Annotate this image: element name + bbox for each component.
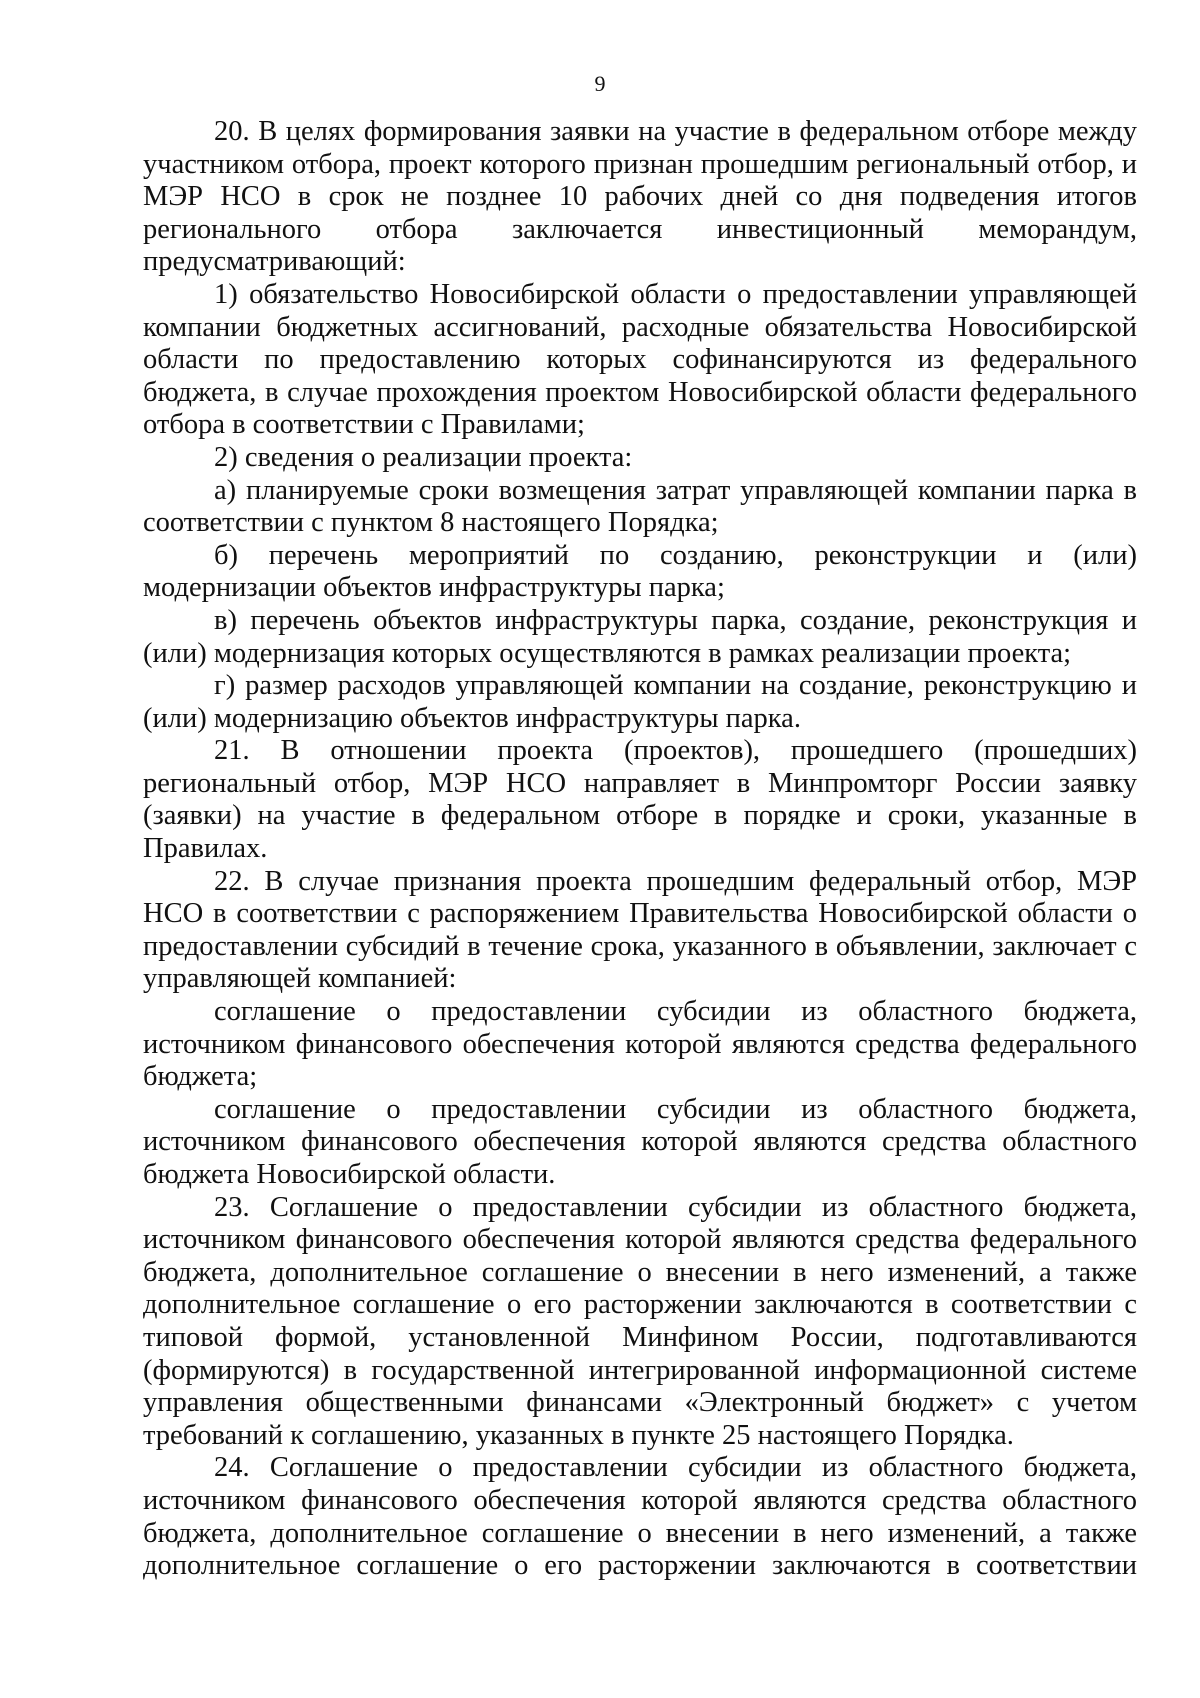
paragraph-23: 23. Соглашение о предоставлении субсидии из областного бюджета, источником финансового обеспечения которой являются средства федерального бюджета, дополнительное соглашение о внесении в него изменений, а также дополнительное соглашение о его расторжении заключаются в соответствии с типовой формой, установленной Минфином России, подготавливаются (формируются) в государственной интегрированной информационной системе управления общественными финансами «Электронный бюджет» с учетом требований к соглашению, указанных в пункте 25 настоящего Порядка. xyxy=(143,1191,1137,1451)
paragraph-24: 24. Соглашение о предоставлении субсидии из областного бюджета, источником финансового обеспечения которой являются средства областного бюджета, дополнительное соглашение о внесении в него изменений, а также дополнительное соглашение о его расторжении заключаются в соответствии xyxy=(143,1452,1137,1582)
paragraph-21: 21. В отношении проекта (проектов), прошедшего (прошедших) региональный отбор, МЭР НСО направляет в Минпромторг России заявку (заявки) на участие в федеральном отборе в порядке и сроки, указанные в Правилах. xyxy=(143,735,1137,865)
paragraph-20-item-2b: б) перечень мероприятий по созданию, реконструкции и (или) модернизации объектов инфраструктуры парка; xyxy=(143,539,1137,604)
document-body xyxy=(143,116,1137,1583)
paragraph-20: 20. В целях формирования заявки на участие в федеральном отборе между участником отбора, проект которого признан прошедшим региональный отбор, и МЭР НСО в срок не позднее 10 рабочих дней со дня подведения итогов регионального отбора заключается инвестиционный меморандум, предусматривающий: xyxy=(143,116,1137,278)
paragraph-22-agreement-regional: соглашение о предоставлении субсидии из областного бюджета, источником финансового обеспечения которой являются средства областного бюджета Новосибирской области. xyxy=(143,1093,1137,1190)
paragraph-20-item-2a: а) планируемые сроки возмещения затрат управляющей компании парка в соответствии с пунктом 8 настоящего Порядка; xyxy=(143,474,1137,539)
paragraph-20-item-2: 2) сведения о реализации проекта: xyxy=(214,441,633,473)
paragraph-20-item-2v: в) перечень объектов инфраструктуры парка, создание, реконструкция и (или) модернизация которых осуществляются в рамках реализации проекта; xyxy=(143,604,1137,669)
paragraph-20-item-1: 1) обязательство Новосибирской области о предоставлении управляющей компании бюджетных ассигнований, расходные обязательства Новосибирской области по предоставлению которых софинансируются из федерального бюджета, в случае прохождения проектом Новосибирской области федерального отбора в соответствии с Правилами; xyxy=(143,278,1137,441)
page-number: 9 xyxy=(594,71,606,96)
paragraph-22-agreement-federal: соглашение о предоставлении субсидии из областного бюджета, источником финансового обеспечения которой являются средства федерального бюджета; xyxy=(143,996,1137,1093)
paragraph-22: 22. В случае признания проекта прошедшим федеральный отбор, МЭР НСО в соответствии с распоряжением Правительства Новосибирской области о предоставлении субсидий в течение срока, указанного в объявлении, заключает с управляющей компанией: xyxy=(143,865,1137,995)
paragraph-20-item-2g: г) размер расходов управляющей компании на создание, реконструкцию и (или) модернизацию объектов инфраструктуры парка. xyxy=(143,670,1137,734)
